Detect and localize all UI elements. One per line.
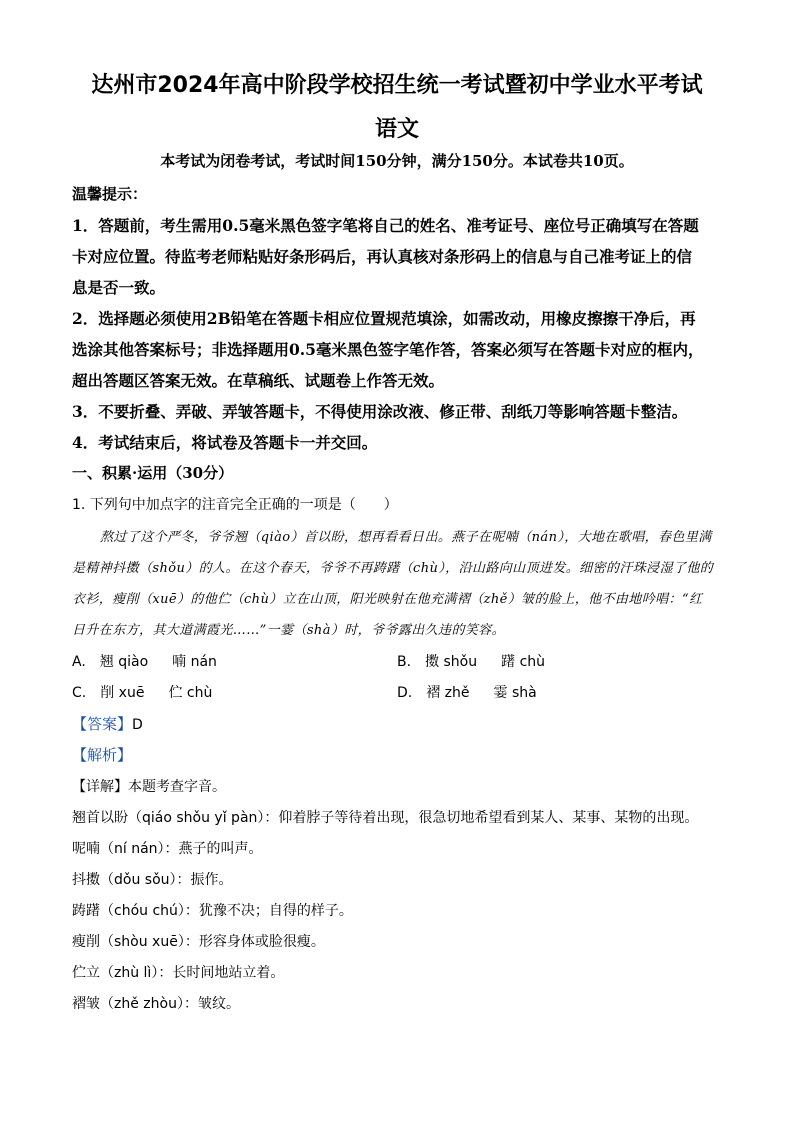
- answer-value: D: [132, 717, 143, 733]
- question-stem: 1. 下列句中加点字的注音完全正确的一项是（ ）: [72, 497, 398, 513]
- notice-line: 选涂其他答案标号；非选择题用0.5毫米黑色签字笔作答，答案必须写在答题卡对应的框内，: [72, 340, 704, 359]
- option-item: 削 xuē: [100, 685, 145, 701]
- exam-info: 本考试为闭卷考试，考试时间150分钟，满分150分。本试卷共10页。: [160, 152, 634, 170]
- option-label: B.: [397, 654, 412, 670]
- notice-line: 超出答题区答案无效。在草稿纸、试题卷上作答无效。: [72, 371, 445, 390]
- option-label: D.: [397, 685, 413, 701]
- passage-line: 日升在东方，其大道满霞光……”一霎（shà）时，爷爷露出久违的笑容。: [72, 623, 506, 638]
- option-d[interactable]: [397, 682, 537, 702]
- option-item: 躇 chù: [501, 654, 546, 670]
- notice-line: 3．不要折叠、弄破、弄皱答题卡，不得使用涂改液、修正带、刮纸刀等影响答题卡整洁。: [72, 402, 688, 421]
- analysis-line: 呢喃（ní nán）：燕子的叫声。: [72, 841, 263, 857]
- analysis-line: 褶皱（zhě zhòu）：皱纹。: [72, 996, 240, 1012]
- analysis-line: 瘦削（shòu xuē）：形容身体或脸很瘦。: [72, 934, 325, 950]
- section-heading: 一、积累·运用（30分）: [72, 464, 234, 482]
- option-label: A.: [72, 654, 86, 670]
- analysis-detail: 【详解】本题考查字音。: [72, 779, 226, 795]
- notice-heading: 温馨提示：: [72, 185, 148, 203]
- option-a[interactable]: [72, 651, 217, 671]
- option-b[interactable]: [397, 651, 545, 671]
- analysis-line: 翘首以盼（qiáo shǒu yǐ pàn）：仰着脖子等待着出现，很急切地希望看到某人、某事、某物的出现。: [72, 810, 699, 826]
- notice-line: 1．答题前，考生需用0.5毫米黑色签字笔将自己的姓名、准考证号、座位号正确填写在答题: [72, 216, 699, 235]
- analysis-line: 踌躇（chóu chú）：犹豫不决；自得的样子。: [72, 903, 353, 919]
- analysis-line: 伫立（zhù lì）：长时间地站立着。: [72, 965, 285, 981]
- exam-title: 达州市2024年高中阶段学校招生统一考试暨初中学业水平考试: [91, 73, 703, 98]
- option-item: 喃 nán: [172, 654, 217, 670]
- notice-line: 4．考试结束后，将试卷及答题卡一并交回。: [72, 433, 378, 452]
- analysis-row: [72, 744, 132, 765]
- analysis-tag: 【解析】: [72, 746, 133, 764]
- analysis-line: 抖擞（dǒu sǒu）：振作。: [72, 872, 233, 888]
- passage-line: 衣衫，瘦削（xuē）的他伫（chù）立在山顶，阳光映射在他充满褶（zhě）皱的脸上，他不由地吟唱：“红: [72, 592, 703, 607]
- subject-title: 语文: [374, 117, 419, 142]
- answer-tag: 【答案】: [72, 715, 133, 733]
- option-item: 褶 zhě: [426, 685, 470, 701]
- notice-line: 卡对应位置。待监考老师粘贴好条形码后，再认真核对条形码上的信息与自己准考证上的信: [72, 247, 693, 266]
- passage-line: 是精神抖擞（shǒu）的人。在这个春天，爷爷不再踌躇（chù），沿山路向山顶进发。细密的汗珠浸湿了他的: [72, 561, 714, 576]
- option-item: 伫 chù: [168, 685, 213, 701]
- passage-line: 熬过了这个严冬，爷爷翘（qiào）首以盼，想再看看日出。燕子在呢喃（nán），大地在歌唱，春色里满: [100, 530, 712, 545]
- notice-line: 2．选择题必须使用2B铅笔在答题卡相应位置规范填涂，如需改动，用橡皮擦擦干净后，再: [72, 309, 696, 328]
- option-item: 翘 qiào: [99, 654, 149, 670]
- option-item: 擞 shǒu: [425, 654, 478, 670]
- option-label: C.: [72, 685, 87, 701]
- option-item: 霎 shà: [493, 685, 537, 701]
- option-c[interactable]: [72, 682, 212, 702]
- notice-line: 息是否一致。: [72, 278, 166, 297]
- answer-row: [72, 713, 143, 734]
